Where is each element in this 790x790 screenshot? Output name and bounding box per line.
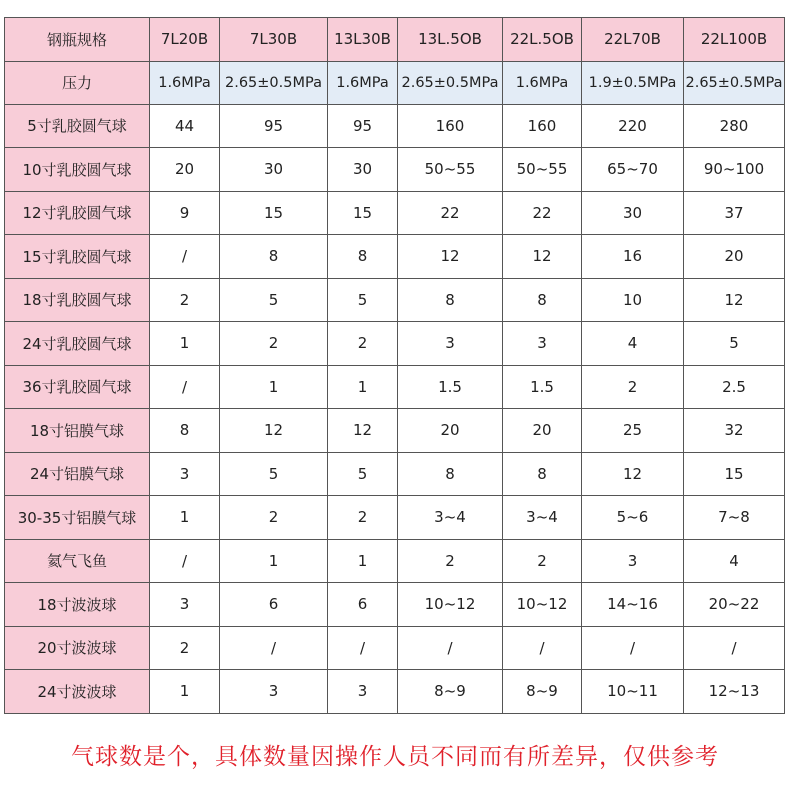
balloon-type-cell: 24寸铝膜气球	[5, 452, 150, 496]
disclaimer-note: 气球数是个，具体数量因操作人员不同而有所差异，仅供参考	[71, 744, 719, 770]
balloon-count-cell: 8	[220, 235, 328, 279]
header-row	[5, 18, 785, 62]
balloon-count-cell: 3	[220, 670, 328, 714]
balloon-count-cell: 8	[503, 452, 582, 496]
balloon-count-cell: 12~13	[684, 670, 785, 714]
balloon-type-cell: 18寸铝膜气球	[5, 409, 150, 453]
table-row	[5, 670, 785, 714]
balloon-count-cell: 65~70	[582, 148, 684, 192]
balloon-count-cell: 12	[503, 235, 582, 279]
balloon-count-cell: /	[220, 626, 328, 670]
table-row	[5, 626, 785, 670]
balloon-count-cell: 5	[684, 322, 785, 366]
cylinder-model-header: 7L20B	[150, 18, 220, 62]
cylinder-model-header: 13L30B	[328, 18, 398, 62]
balloon-count-cell: 2	[328, 322, 398, 366]
balloon-type-cell: 24寸乳胶圆气球	[5, 322, 150, 366]
balloon-count-cell: 20	[398, 409, 503, 453]
balloon-count-cell: 8	[150, 409, 220, 453]
balloon-count-cell: 1.5	[398, 365, 503, 409]
balloon-count-cell: 5	[220, 452, 328, 496]
balloon-count-cell: 280	[684, 104, 785, 148]
cylinder-model-header: 22L100B	[684, 18, 785, 62]
balloon-count-cell: 12	[220, 409, 328, 453]
cylinder-model-header: 22L.5OB	[503, 18, 582, 62]
cylinder-model-header: 13L.5OB	[398, 18, 503, 62]
balloon-count-cell: 1	[150, 670, 220, 714]
balloon-count-cell: 20	[684, 235, 785, 279]
cylinder-model-header: 7L30B	[220, 18, 328, 62]
balloon-count-cell: 12	[398, 235, 503, 279]
balloon-count-cell: 4	[582, 322, 684, 366]
balloon-type-cell: 18寸波波球	[5, 583, 150, 627]
pressure-label-cell: 压力	[5, 61, 150, 104]
pressure-value-cell: 2.65±0.5MPa	[684, 61, 785, 104]
balloon-count-cell: 15	[220, 191, 328, 235]
table-row	[5, 148, 785, 192]
balloon-type-cell: 10寸乳胶圆气球	[5, 148, 150, 192]
balloon-count-cell: 10	[582, 278, 684, 322]
balloon-count-cell: 2	[582, 365, 684, 409]
balloon-count-cell: 12	[582, 452, 684, 496]
balloon-count-cell: 12	[328, 409, 398, 453]
balloon-count-cell: /	[503, 626, 582, 670]
balloon-count-cell: 3	[328, 670, 398, 714]
pressure-value-cell: 1.6MPa	[328, 61, 398, 104]
balloon-count-cell: /	[398, 626, 503, 670]
table-row	[5, 583, 785, 627]
balloon-count-cell: 3~4	[503, 496, 582, 540]
balloon-count-cell: 1	[328, 539, 398, 583]
balloon-count-cell: 2	[398, 539, 503, 583]
balloon-count-cell: 8	[503, 278, 582, 322]
pressure-value-cell: 2.65±0.5MPa	[398, 61, 503, 104]
balloon-count-cell: 5	[328, 452, 398, 496]
table-row	[5, 539, 785, 583]
balloon-count-cell: 3	[398, 322, 503, 366]
pressure-value-cell: 2.65±0.5MPa	[220, 61, 328, 104]
balloon-count-cell: 220	[582, 104, 684, 148]
pressure-value-cell: 1.9±0.5MPa	[582, 61, 684, 104]
balloon-count-cell: 3	[150, 583, 220, 627]
balloon-count-cell: 3	[150, 452, 220, 496]
balloon-count-cell: 2	[150, 278, 220, 322]
balloon-type-cell: 36寸乳胶圆气球	[5, 365, 150, 409]
balloon-count-cell: 90~100	[684, 148, 785, 192]
balloon-count-cell: 95	[328, 104, 398, 148]
table-row	[5, 191, 785, 235]
balloon-count-cell: /	[150, 365, 220, 409]
corner-header-cell: 钢瓶规格	[5, 18, 150, 62]
balloon-count-cell: 160	[398, 104, 503, 148]
balloon-count-cell: 8~9	[398, 670, 503, 714]
balloon-type-cell: 氦气飞鱼	[5, 539, 150, 583]
balloon-count-cell: 30	[328, 148, 398, 192]
balloon-count-cell: 3	[582, 539, 684, 583]
balloon-type-cell: 18寸乳胶圆气球	[5, 278, 150, 322]
balloon-count-cell: 3~4	[398, 496, 503, 540]
cylinder-model-header: 22L70B	[582, 18, 684, 62]
balloon-count-cell: 30	[220, 148, 328, 192]
balloon-count-cell: 6	[328, 583, 398, 627]
balloon-count-cell: 2	[220, 496, 328, 540]
balloon-count-cell: 9	[150, 191, 220, 235]
balloon-count-cell: 1	[220, 539, 328, 583]
balloon-count-cell: 160	[503, 104, 582, 148]
balloon-count-cell: 5	[220, 278, 328, 322]
balloon-capacity-table	[4, 17, 785, 714]
balloon-count-cell: 1	[220, 365, 328, 409]
balloon-count-cell: 7~8	[684, 496, 785, 540]
balloon-count-cell: 25	[582, 409, 684, 453]
balloon-count-cell: 2	[220, 322, 328, 366]
balloon-count-cell: 95	[220, 104, 328, 148]
balloon-count-cell: 22	[398, 191, 503, 235]
table-row	[5, 365, 785, 409]
balloon-count-cell: 14~16	[582, 583, 684, 627]
balloon-count-cell: 15	[328, 191, 398, 235]
balloon-count-cell: 15	[684, 452, 785, 496]
balloon-count-cell: 1	[150, 496, 220, 540]
balloon-count-cell: 8	[398, 278, 503, 322]
balloon-count-cell: 50~55	[503, 148, 582, 192]
balloon-type-cell: 12寸乳胶圆气球	[5, 191, 150, 235]
balloon-type-cell: 30-35寸铝膜气球	[5, 496, 150, 540]
balloon-count-cell: 6	[220, 583, 328, 627]
table-row	[5, 452, 785, 496]
balloon-count-cell: 8	[328, 235, 398, 279]
pressure-value-cell: 1.6MPa	[503, 61, 582, 104]
balloon-count-cell: 32	[684, 409, 785, 453]
balloon-count-cell: /	[328, 626, 398, 670]
balloon-count-cell: 2	[503, 539, 582, 583]
balloon-count-cell: 1.5	[503, 365, 582, 409]
table-row	[5, 104, 785, 148]
balloon-count-cell: 30	[582, 191, 684, 235]
balloon-type-cell: 15寸乳胶圆气球	[5, 235, 150, 279]
balloon-count-cell: 2	[150, 626, 220, 670]
balloon-count-cell: 16	[582, 235, 684, 279]
balloon-count-cell: 1	[328, 365, 398, 409]
balloon-count-cell: 2.5	[684, 365, 785, 409]
balloon-count-cell: 50~55	[398, 148, 503, 192]
balloon-count-cell: 20	[150, 148, 220, 192]
balloon-count-cell: 44	[150, 104, 220, 148]
balloon-count-cell: 12	[684, 278, 785, 322]
balloon-count-cell: /	[150, 235, 220, 279]
balloon-count-cell: 1	[150, 322, 220, 366]
balloon-count-cell: /	[150, 539, 220, 583]
balloon-type-cell: 20寸波波球	[5, 626, 150, 670]
table-row	[5, 496, 785, 540]
balloon-type-cell: 5寸乳胶圆气球	[5, 104, 150, 148]
pressure-value-cell: 1.6MPa	[150, 61, 220, 104]
balloon-count-cell: 2	[328, 496, 398, 540]
pressure-row	[5, 61, 785, 104]
balloon-count-cell: 10~12	[398, 583, 503, 627]
balloon-count-cell: 8~9	[503, 670, 582, 714]
balloon-count-cell: 8	[398, 452, 503, 496]
balloon-count-cell: /	[582, 626, 684, 670]
table-row	[5, 322, 785, 366]
balloon-count-cell: 20~22	[684, 583, 785, 627]
balloon-count-cell: 37	[684, 191, 785, 235]
table-row	[5, 409, 785, 453]
balloon-count-cell: 22	[503, 191, 582, 235]
table-row	[5, 235, 785, 279]
balloon-count-cell: 10~12	[503, 583, 582, 627]
balloon-count-cell: 10~11	[582, 670, 684, 714]
balloon-count-cell: 5	[328, 278, 398, 322]
balloon-count-cell: 5~6	[582, 496, 684, 540]
balloon-count-cell: 3	[503, 322, 582, 366]
balloon-count-cell: 20	[503, 409, 582, 453]
table-row	[5, 278, 785, 322]
balloon-type-cell: 24寸波波球	[5, 670, 150, 714]
balloon-count-cell: 4	[684, 539, 785, 583]
balloon-count-cell: /	[684, 626, 785, 670]
